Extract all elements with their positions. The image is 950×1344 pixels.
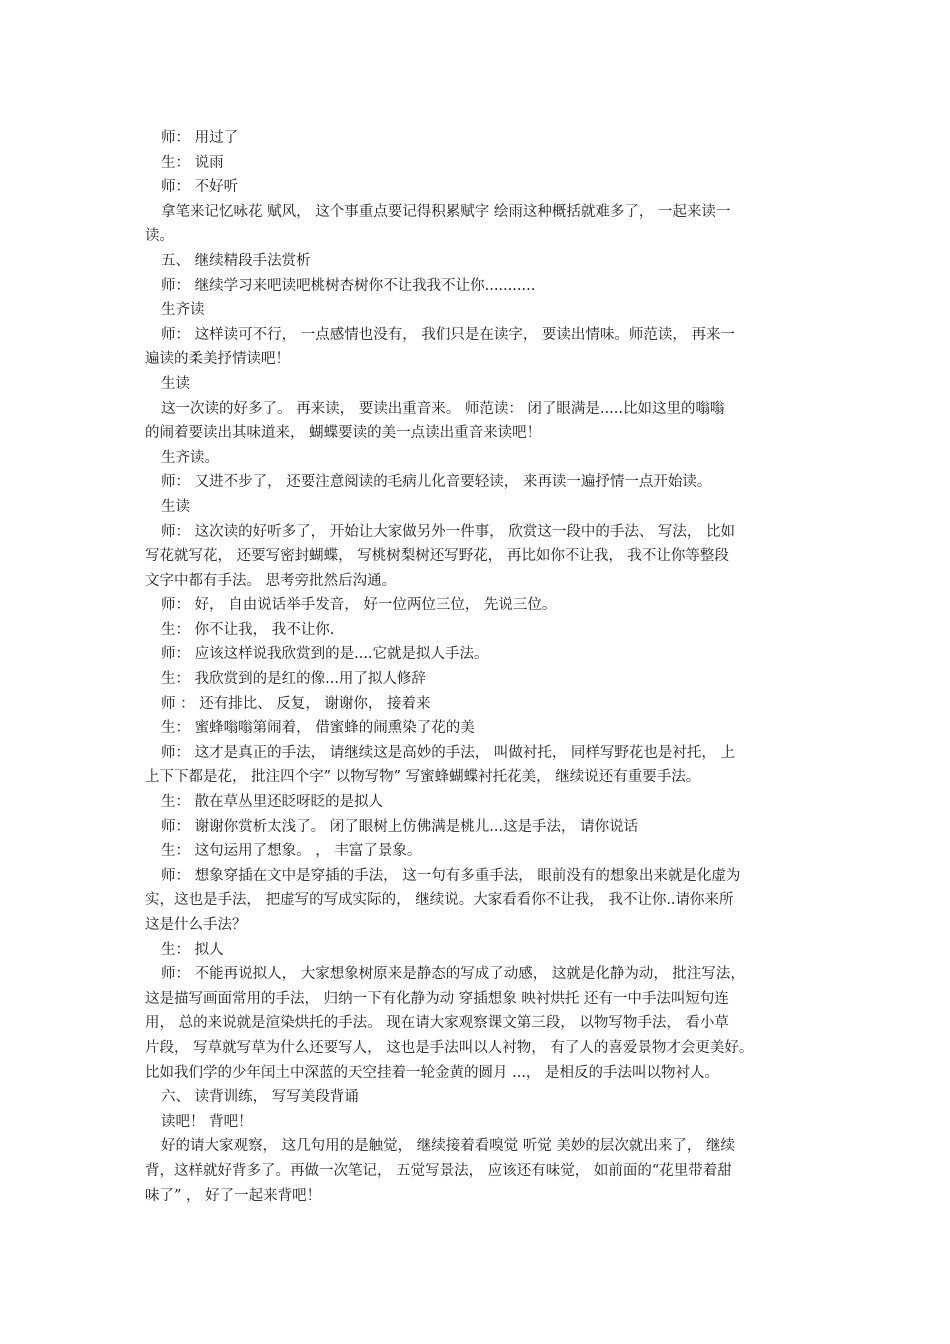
text-line: 用， 总的来说就是渲染烘托的手法。 现在请大家观察课文第三段， 以物写物手法， 看小草 bbox=[145, 1015, 729, 1032]
text-line: 生齐读。 bbox=[161, 449, 219, 466]
text-line: 师： 不好听 bbox=[161, 179, 239, 196]
text-line: 六、 读背训练， 写写美段背诵 bbox=[161, 1089, 359, 1106]
text-line: 师： 想象穿插在文中是穿插的手法， 这一句有多重手法， 眼前没有的想象出来就是化虚为 bbox=[161, 867, 741, 884]
text-line: 师： 谢谢你赏析太浅了。 闭了眼树上仿佛满是桃儿...这是手法， 请你说话 bbox=[161, 818, 639, 835]
document-body bbox=[145, 126, 810, 1208]
text-line: 师 ： 还有排比、 反复， 谢谢你， 接着来 bbox=[161, 695, 431, 712]
text-line: 这是什么手法？ bbox=[145, 917, 247, 933]
text-line: 实，这也是手法， 把虚写的写成实际的， 继续说。大家看看你不让我， 我不让你..请你来所 bbox=[145, 892, 734, 909]
text-line: 生： 散在草丛里还眨呀眨的是拟人 bbox=[161, 794, 384, 811]
text-line: 生齐读 bbox=[161, 302, 205, 319]
text-line: 文字中都有手法。 思考旁批然后沟通。 bbox=[145, 572, 397, 589]
text-line: 生： 说雨 bbox=[161, 154, 224, 171]
text-line: 师： 这样读可不行， 一点感情也没有， 我们只是在读字， 要读出情味。师范读， 再来一 bbox=[161, 326, 736, 343]
text-line: 生： 我欣赏到的是红的像...用了拟人修辞 bbox=[161, 671, 426, 688]
text-line: 上下下都是花， 批注四个字” 以物写物” 写蜜蜂蝴蝶衬托花美， 继续说还有重要手法。 bbox=[145, 769, 701, 786]
text-line: 这一次读的好多了。 再来读， 要读出重音来。 师范读： 闭了眼满是.....比如这里的嗡嗡 bbox=[161, 400, 725, 417]
text-line: 味了” ， 好了一起来背吧！ bbox=[145, 1187, 322, 1204]
text-line: 生： 这句运用了想象。 ， 丰富了景象。 bbox=[161, 843, 422, 860]
text-line: 师： 又进不步了， 还要注意阅读的毛病儿化音要轻读， 来再读一遍抒情一点开始读。 bbox=[161, 474, 712, 491]
text-line: 读。 bbox=[145, 228, 174, 245]
text-line: 读吧！ 背吧！ bbox=[161, 1113, 253, 1130]
text-line: 生： 蜜蜂嗡嗡第闹着， 借蜜蜂的闹熏染了花的美 bbox=[161, 720, 475, 737]
text-line: 生读 bbox=[161, 498, 190, 515]
text-line: 好的请大家观察， 这几句用的是触觉， 继续接着看嗅觉 听觉 美妙的层次就出来了， 继续 bbox=[161, 1138, 736, 1155]
text-line: 片段， 写草就写草为什么还要写人， 这也是手法叫以人衬物， 有了人的喜爱景物才会更美好。 bbox=[145, 1039, 754, 1056]
text-line: 拿笔来记忆咏花 赋风， 这个事重点要记得积累赋字 绘雨这种概括就难多了， 一起来读一 bbox=[161, 203, 731, 220]
text-line: 生： 拟人 bbox=[161, 941, 224, 958]
text-line: 师： 这次读的好听多了， 开始让大家做另外一件事， 欣赏这一段中的手法、 写法， 比如 bbox=[161, 523, 736, 540]
text-line: 背，这样就好背多了。再做一次笔记， 五觉写景法， 应该还有味觉， 如前面的“花里带着甜 bbox=[145, 1162, 732, 1179]
text-line: 师： 好， 自由说话举手发音， 好一位两位三位， 先说三位。 bbox=[161, 597, 557, 614]
text-line: 师： 继续学习来吧读吧桃树杏树你不让我我不让你........... bbox=[161, 277, 536, 294]
text-line: 这是描写画面常用的手法， 归纳一下有化静为动 穿插想象 映衬烘托 还有一中手法叫短句连 bbox=[145, 990, 729, 1007]
text-line: 师： 用过了 bbox=[161, 130, 239, 146]
text-line: 写花就写花， 还要写密封蝴蝶， 写桃树梨树还写野花， 再比如你不让我， 我不让你等整段 bbox=[145, 548, 729, 565]
text-line: 师： 应该这样说我欣赏到的是....它就是拟人手法。 bbox=[161, 646, 489, 663]
text-line: 五、 继续精段手法赏析 bbox=[161, 252, 311, 269]
text-line: 遍读的柔美抒情读吧！ bbox=[145, 351, 290, 368]
text-line: 师： 这才是真正的手法， 请继续这是高妙的手法， 叫做衬托， 同样写野花也是衬托， 上 bbox=[161, 744, 736, 761]
text-line: 生读 bbox=[161, 375, 190, 392]
text-line: 生： 你不让我， 我不让你. bbox=[161, 621, 335, 638]
text-line: 师： 不能再说拟人， 大家想象树原来是静态的写成了动感， 这就是化静为动， 批注写法， bbox=[161, 966, 745, 983]
text-line: 的闹着要读出其味道来， 蝴蝶要读的美一点读出重音来读吧！ bbox=[145, 425, 542, 442]
text-line: 比如我们学的少年闰土中深蓝的天空挂着一轮金黄的圆月 ...， 是相反的手法叫以物衬人。 bbox=[145, 1064, 720, 1081]
